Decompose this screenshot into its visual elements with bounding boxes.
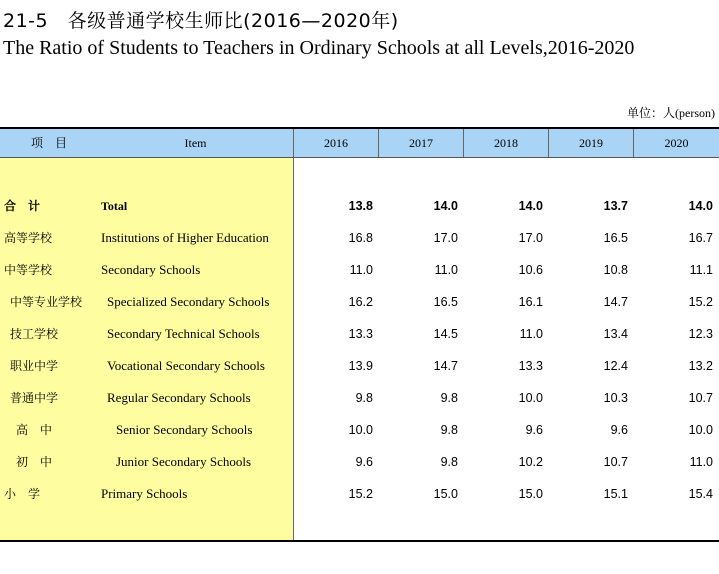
row-label-english: Specialized Secondary Schools — [107, 294, 270, 309]
bottom-rule — [0, 540, 719, 542]
table-row — [0, 292, 719, 312]
cell-2019: 14.7 — [603, 295, 628, 309]
cell-2020: 10.7 — [688, 391, 713, 405]
header-year-2019: 2019 — [579, 136, 603, 150]
cell-2019: 13.7 — [603, 199, 628, 213]
cell-2020: 15.2 — [688, 295, 713, 309]
cell-2017: 16.5 — [433, 295, 458, 309]
cell-2018: 15.0 — [518, 487, 543, 501]
cell-2017: 14.0 — [433, 199, 458, 213]
cell-2018: 14.0 — [518, 199, 543, 213]
table-title-chinese: 21-5 各级普通学校生师比(2016—2020年) — [3, 10, 399, 32]
cell-2019: 9.6 — [610, 423, 628, 437]
row-label-english: Secondary Technical Schools — [107, 326, 260, 341]
cell-2016: 9.6 — [355, 455, 373, 469]
table-title-english: The Ratio of Students to Teachers in Ordinary Schools at all Levels,2016-2020 — [3, 37, 635, 59]
header-year-2020: 2020 — [664, 136, 689, 150]
header-item-english: Item — [184, 136, 207, 150]
cell-2017: 14.5 — [433, 327, 458, 341]
cell-2017: 14.7 — [433, 359, 458, 373]
cell-2016: 10.0 — [348, 423, 373, 437]
table-row — [0, 324, 719, 344]
table-header — [0, 129, 719, 158]
cell-2016: 13.9 — [348, 359, 373, 373]
row-label-chinese: 初 中 — [16, 455, 53, 469]
cell-2017: 17.0 — [433, 231, 458, 245]
cell-2017: 9.8 — [440, 423, 458, 437]
row-label-chinese: 高 中 — [16, 423, 53, 437]
cell-2019: 10.7 — [603, 455, 628, 469]
table-row — [0, 484, 719, 504]
cell-2019: 13.4 — [603, 327, 628, 341]
cell-2018: 9.6 — [525, 423, 543, 437]
row-label-english: Institutions of Higher Education — [101, 230, 269, 245]
cell-2020: 15.4 — [688, 487, 713, 501]
cell-2019: 15.1 — [603, 487, 628, 501]
header-year-2016: 2016 — [324, 136, 348, 150]
cell-2019: 12.4 — [603, 359, 628, 373]
row-label-english: Senior Secondary Schools — [116, 422, 253, 437]
table-row — [0, 260, 719, 280]
table-row — [0, 228, 719, 248]
row-label-english: Primary Schools — [101, 486, 188, 501]
row-label-english: Total — [101, 199, 128, 213]
cell-2020: 11.1 — [689, 263, 713, 277]
cell-2018: 10.0 — [518, 391, 543, 405]
row-label-chinese: 高等学校 — [4, 231, 53, 245]
cell-2016: 13.3 — [348, 327, 373, 341]
cell-2016: 15.2 — [348, 487, 373, 501]
cell-2018: 13.3 — [518, 359, 543, 373]
row-label-chinese: 普通中学 — [10, 391, 59, 405]
table-row — [0, 452, 719, 472]
cell-2018: 10.6 — [518, 263, 543, 277]
cell-2016: 16.8 — [348, 231, 373, 245]
cell-2019: 10.3 — [603, 391, 628, 405]
row-label-chinese: 技工学校 — [10, 327, 59, 341]
cell-2019: 10.8 — [603, 263, 628, 277]
cell-2020: 16.7 — [688, 231, 713, 245]
row-label-english: Regular Secondary Schools — [107, 390, 251, 405]
cell-2016: 16.2 — [348, 295, 373, 309]
row-label-chinese: 合 计 — [4, 199, 41, 213]
header-year-2017: 2017 — [409, 136, 433, 150]
table-row-total — [0, 196, 719, 216]
cell-2016: 13.8 — [348, 199, 373, 213]
cell-2020: 14.0 — [688, 199, 713, 213]
cell-2017: 9.8 — [440, 391, 458, 405]
row-label-english: Secondary Schools — [101, 262, 201, 277]
header-year-2018: 2018 — [494, 136, 518, 150]
table-row — [0, 420, 719, 440]
cell-2020: 12.3 — [688, 327, 713, 341]
cell-2017: 11.0 — [434, 263, 458, 277]
table-row — [0, 388, 719, 408]
row-label-chinese: 职业中学 — [10, 359, 59, 373]
cell-2020: 11.0 — [689, 455, 713, 469]
unit-label: 单位：人(person) — [627, 106, 715, 120]
row-label-chinese: 中等专业学校 — [10, 295, 83, 309]
table-row — [0, 356, 719, 376]
cell-2018: 16.1 — [518, 295, 543, 309]
cell-2016: 9.8 — [355, 391, 373, 405]
row-label-chinese: 小 学 — [4, 487, 41, 501]
row-label-english: Vocational Secondary Schools — [107, 358, 265, 373]
cell-2018: 10.2 — [518, 455, 543, 469]
cell-2020: 13.2 — [688, 359, 713, 373]
cell-2018: 11.0 — [519, 327, 543, 341]
cell-2018: 17.0 — [518, 231, 543, 245]
row-label-chinese: 中等学校 — [4, 263, 53, 277]
cell-2017: 9.8 — [440, 455, 458, 469]
cell-2020: 10.0 — [688, 423, 713, 437]
cell-2019: 16.5 — [603, 231, 628, 245]
cell-2016: 11.0 — [349, 263, 373, 277]
row-label-english: Junior Secondary Schools — [116, 454, 252, 469]
cell-2017: 15.0 — [433, 487, 458, 501]
header-item-chinese: 项 目 — [30, 136, 67, 150]
